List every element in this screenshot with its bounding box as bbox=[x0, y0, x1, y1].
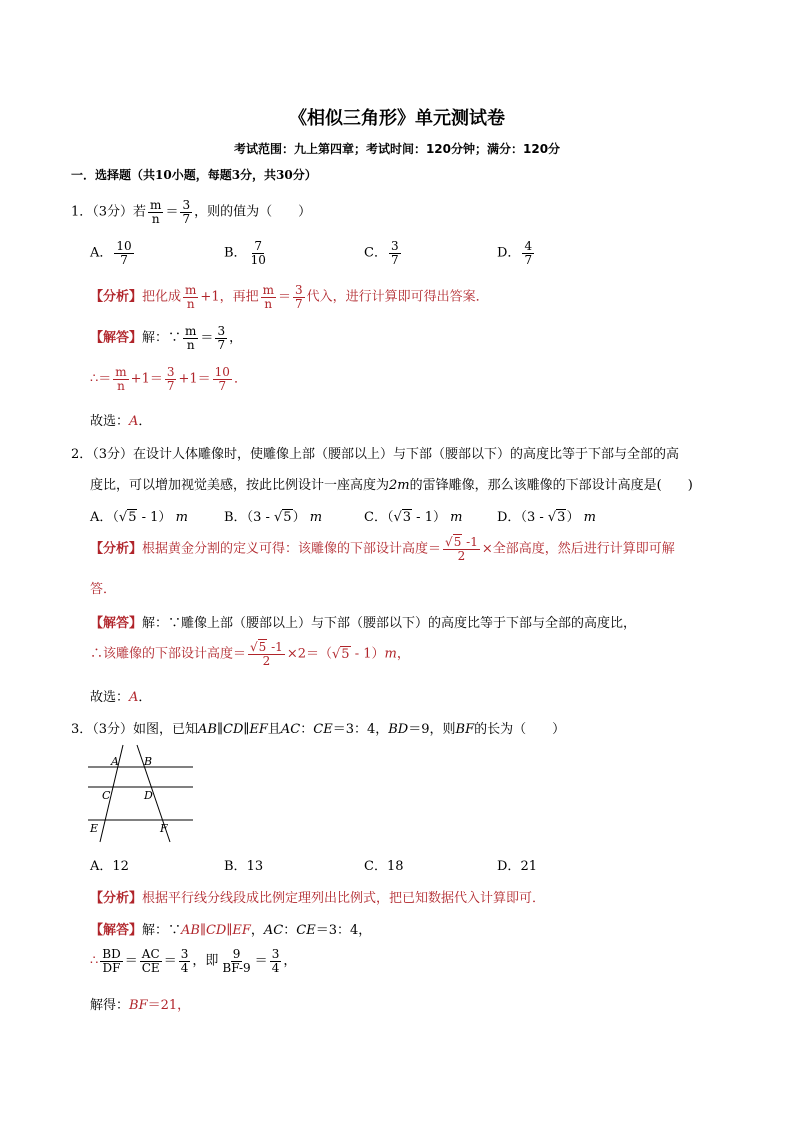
q2-analysis: 【分析】根据黄金分割的定义可得：该雕像的下部设计高度＝ $\frac{√5 -1}{2}$ ×全部高度，然后进行计算即可解 bbox=[90, 535, 675, 563]
q1-option-b: B． $\frac{7}{10}$ bbox=[224, 239, 266, 267]
q2-answer: 故选：A． bbox=[90, 690, 152, 705]
label-e: E bbox=[90, 822, 99, 835]
page-title: 《相似三角形》单元测试卷 bbox=[289, 108, 505, 129]
section-heading: 一．选择题（共10小题，每题3分，共30分） bbox=[71, 168, 317, 182]
parallel-lines-figure bbox=[85, 742, 200, 847]
q2-therefore: ∴该雕像的下部设计高度＝ $\frac{√5 -1}{2}$ ×2＝（√5 - 1）m， bbox=[90, 640, 410, 668]
q2-option-c: C．（√3 - 1） m bbox=[364, 510, 463, 525]
q3-option-b: B．13 bbox=[224, 859, 264, 874]
q2-option-d: D．（3 - √3） m bbox=[497, 510, 596, 525]
q2-option-a: A．（√5 - 1） m bbox=[90, 510, 188, 525]
q1-options bbox=[90, 240, 650, 276]
q3-options bbox=[90, 855, 650, 875]
q1-option-a: A． $\frac{10}{7}$ bbox=[90, 239, 132, 267]
q1-stem: 1．（3分）若 $\frac{m}{n}$ ＝ $\frac{3}{7}$ ，则的值为（ ） bbox=[71, 198, 312, 226]
q3-stem: 3．（3分）如图，已知AB∥CD∥EF且AC：CE＝3：4，BD＝9，则BF的长为（ ） bbox=[71, 722, 566, 737]
q3-result: 解得：BF＝21， bbox=[90, 998, 191, 1013]
label-c: C bbox=[102, 789, 111, 802]
q3-solution: 【解答】解：∵AB∥CD∥EF，AC：CE＝3：4， bbox=[90, 923, 372, 938]
label-b: B bbox=[144, 755, 153, 768]
label-a: A bbox=[111, 755, 119, 768]
q2-solution: 【解答】解：∵雕像上部（腰部以上）与下部（腰部以下）的高度比等于下部与全部的高度比， bbox=[90, 616, 637, 631]
q3-option-c: C．18 bbox=[364, 859, 404, 874]
exam-info: 考试范围：九上第四章；考试时间：120分钟；满分：120分 bbox=[233, 142, 561, 156]
q3-analysis: 【分析】根据平行线分线段成比例定理列出比例式，把已知数据代入计算即可． bbox=[90, 891, 546, 906]
q2-options bbox=[90, 506, 650, 528]
q1-solution: 【解答】解：∵ $\frac{m}{n}$ ＝ $\frac{3}{7}$ ， bbox=[90, 324, 243, 352]
label-f: F bbox=[160, 822, 168, 835]
q1-option-c: C． $\frac{3}{7}$ bbox=[364, 239, 399, 267]
q1-therefore: ∴＝ $\frac{m}{n}$ +1＝ $\frac{3}{7}$ +1＝ $\frac{10}{7}$ ． bbox=[90, 365, 247, 393]
q3-therefore: ∴ $\frac{BD}{DF}$ ＝ $\frac{AC}{CE}$ ＝ $\frac{3}{4}$ ，即 $\frac{9}{BF-9}$ ＝ $\frac{3}{4}$ ， bbox=[90, 947, 297, 975]
q3-option-a: A．12 bbox=[90, 859, 129, 874]
label-d: D bbox=[144, 789, 153, 802]
q1-option-d: D． $\frac{4}{7}$ bbox=[497, 239, 533, 267]
q2-stem-line2: 度比，可以增加视觉美感，按此比例设计一座高度为2m的雷锋雕像，那么该雕像的下部设计高度是( ) bbox=[90, 478, 693, 493]
q1-answer: 故选：A． bbox=[90, 414, 152, 429]
q2-analysis-line2: 答． bbox=[90, 582, 117, 597]
q2-stem-line1: 2．（3分）在设计人体雕像时，使雕像上部（腰部以上）与下部（腰部以下）的高度比等于下部与全部的高 bbox=[71, 447, 680, 462]
q2-option-b: B．（3 - √5） m bbox=[224, 510, 323, 525]
q3-option-d: D．21 bbox=[497, 859, 537, 874]
q1-analysis: 【分析】把化成 $\frac{m}{n}$ +1，再把 $\frac{m}{n}$ ＝ $\frac{3}{7}$ 代入，进行计算即可得出答案． bbox=[90, 283, 489, 311]
